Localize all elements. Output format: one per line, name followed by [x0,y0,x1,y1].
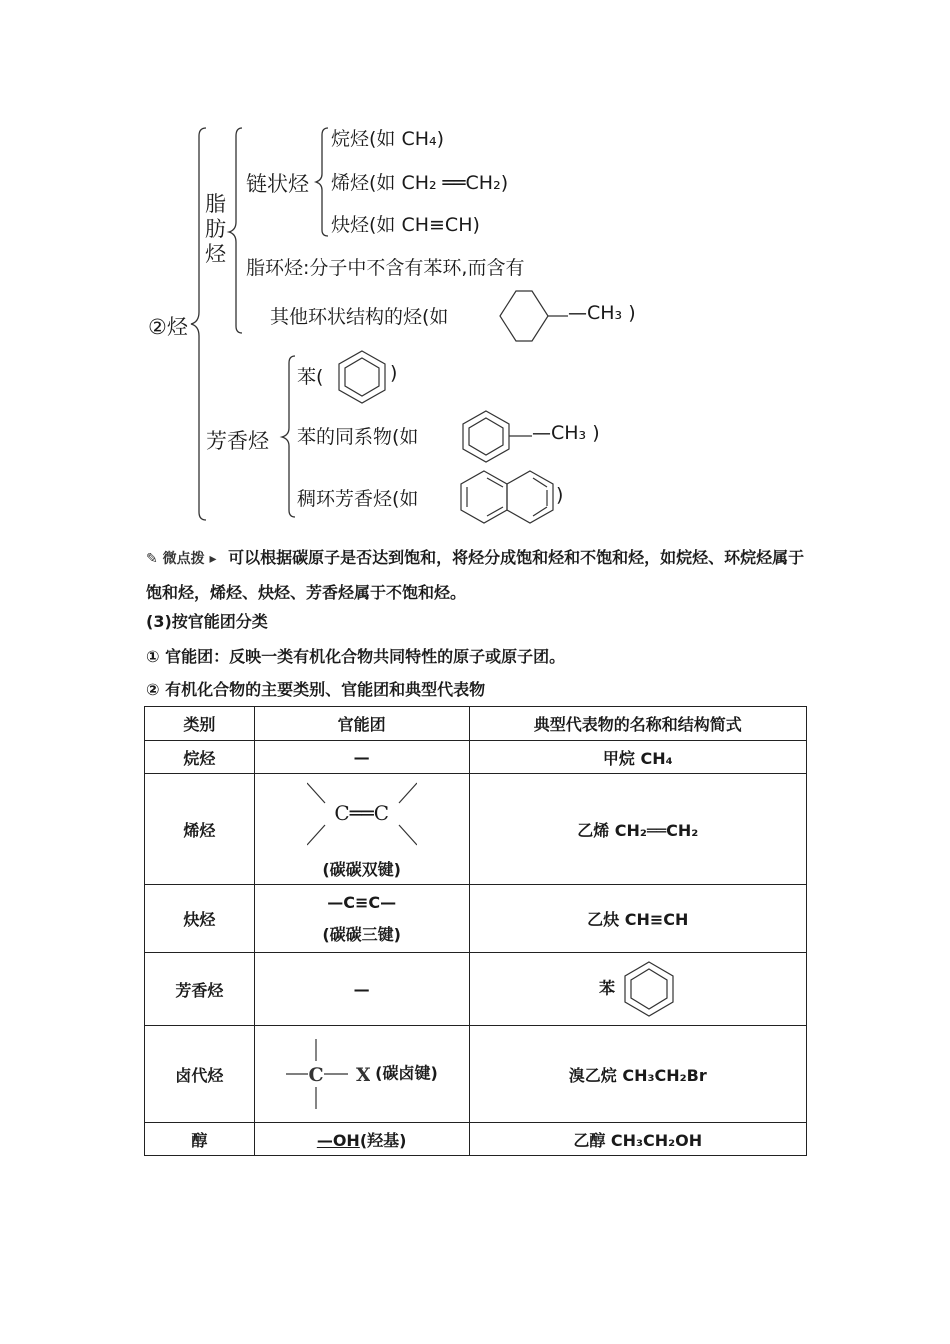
rep-cell: 甲烷 CH₄ [469,741,806,774]
fg-cell [254,774,469,885]
fg-cell: — [254,953,469,1026]
fg-cell: — [254,741,469,774]
class-cell: 醇 [145,1123,255,1156]
table-header-row [145,707,807,741]
fused-item: 稠环芳香烃(如 [297,488,419,510]
naphthalene-structure [461,471,553,523]
rep-cell: 乙炔 CH≡CH [469,885,806,953]
tree-root-label: ②烃 [148,315,188,339]
table-row [145,953,807,1026]
rep-cell: 乙烯 CH₂══CH₂ [469,774,806,885]
alicyclic-line1: 脂环烃:分子中不含有苯环,而含有 [246,257,525,279]
class-cell: 炔烃 [145,885,255,953]
svg-text:C: C [307,1064,324,1086]
svg-text:X: X [355,1064,370,1086]
homolog-item: 苯的同系物(如 [297,426,419,448]
methylcyclohexane-structure [500,291,568,341]
header-functional-group: 官能团 [254,707,469,741]
alkyne-item: 炔烃(如 CH≡CH) [331,214,480,236]
carbon-halogen-structure [286,1035,370,1113]
alkane-item: 烷烃(如 CH₄) [331,128,445,150]
definition-item: ① 官能团：反映一类有机化合物共同特性的原子或原子团。 [146,647,566,666]
class-cell: 烯烃 [145,774,255,885]
toluene-structure [463,411,532,462]
table-row [145,1026,807,1123]
carbon-halogen-note: (碳卤键) [375,1063,438,1083]
table-caption: ② 有机化合物的主要类别、官能团和典型代表物 [146,680,486,699]
header-representative: 典型代表物的名称和结构简式 [469,707,806,741]
benzene-structure [339,351,385,403]
triple-bond-note: (碳碳三键) [322,924,401,944]
rep-cell [469,953,806,1026]
class-cell: 卤代烃 [145,1026,255,1123]
rep-cell: 乙醇 CH₃CH₂OH [469,1123,806,1156]
chain-label: 链状烃 [246,172,309,196]
fused-close: ) [556,484,564,506]
double-bond-note: (碳碳双键) [322,860,401,879]
table-row [145,1123,807,1156]
benzene-icon [621,959,677,1019]
aromatic-label: 芳香烃 [206,429,269,453]
table-row [145,774,807,885]
hydroxyl-formula: —OH [316,1130,360,1150]
alicyclic-ch3: —CH₃ ) [568,302,636,324]
table-row [145,885,807,953]
tip-tag: ✎ 微点拨 ▸ [146,551,217,567]
fg-cell [254,885,469,953]
alkene-item: 烯烃(如 CH₂ ══CH₂) [331,172,509,194]
fg-cell [254,1123,469,1156]
functional-group-table [144,706,807,1156]
benzene-name: 苯 [598,978,615,998]
header-class: 类别 [145,707,255,741]
aliphatic-label: 脂肪烃 [205,192,226,266]
triple-bond-formula: —C≡C— [327,892,397,912]
double-bond-formula: C══C [334,801,389,825]
fg-cell [254,1026,469,1123]
benzene-item: 苯( [297,366,324,388]
alicyclic-line2: 其他环状结构的烃(如 [270,306,449,328]
rep-cell: 溴乙烷 CH₃CH₂Br [469,1026,806,1123]
class-cell: 烷烃 [145,741,255,774]
tip-text: 可以根据碳原子是否达到饱和，将烃分成饱和烃和不饱和烃，如烷烃、环烷烃属于饱和烃，烯烃、炔烃、芳香烃属于不饱和烃。 [146,548,805,602]
tip-note [146,541,811,609]
homolog-ch3: —CH₃ ) [532,422,600,444]
table-row [145,741,807,774]
benzene-close: ) [390,362,398,384]
section-heading: (3)按官能团分类 [146,612,268,631]
hydroxyl-note: (羟基) [359,1130,407,1150]
class-cell: 芳香烃 [145,953,255,1026]
